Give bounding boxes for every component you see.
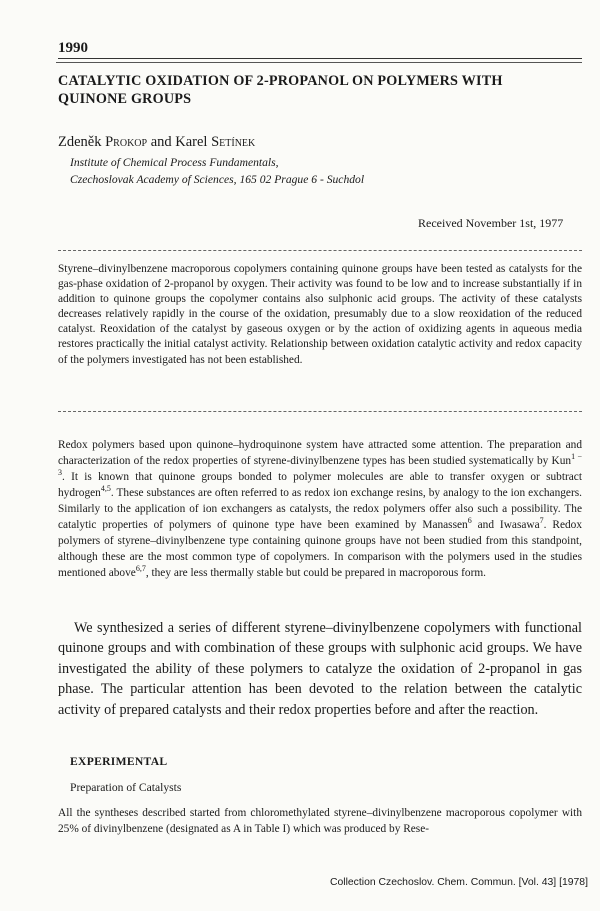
section-heading-experimental: EXPERIMENTAL xyxy=(70,755,168,768)
received-date: Received November 1st, 1977 xyxy=(418,216,564,230)
author-2-last: Setínek xyxy=(211,134,256,150)
experimental-paragraph: All the syntheses described started from chloromethylated styrene–divinylbenzene macroporous copolymer with 25% of divinylbenzene (designated as A in Table I) which was produced by Rese- xyxy=(58,807,582,835)
intro-text-5: . Redox polymers of styrene–divinylbenzene type containing quinone groups have not been studied from this standpoint, although these are the most common type of copolymers. In comparison with the polymers used in the studies mentioned above xyxy=(58,519,582,579)
header-rule-thin xyxy=(56,62,582,63)
intro-text-4: and Iwasawa xyxy=(471,519,540,531)
page-number: 1990 xyxy=(58,40,88,56)
intro-text-2: . It is known that quinone groups bonded to polymer molecules are able to transfer oxygen or subtract hydrogen xyxy=(58,471,582,499)
affiliation-line-1: Institute of Chemical Process Fundamentals, xyxy=(70,156,279,169)
ref-superscript: 4,5 xyxy=(100,484,111,493)
ref-superscript: 6 xyxy=(467,516,472,525)
abstract-rule-top xyxy=(58,250,582,251)
ref-superscript: 1 − 3 xyxy=(58,452,582,477)
affiliation xyxy=(70,154,364,188)
abstract: Styrene–divinylbenzene macroporous copolymers containing quinone groups have been tested as catalysts for the gas-phase oxidation of 2-propanol by oxygen. Their activity was found to be low and to increase substantially if in addition to quinone groups the copolymer contains also sulphonic acid groups. The activity of these catalysts decreases relatively rapidly in the course of the oxidation, presumably due to a slow reoxidation of the reduced catalyst. Reoxidation of the catalyst by gaseous oxygen or by the action of oxidizing agents in aqueous media restores practically the initial catalyst activity. Relationship between oxidation catalytic activity and redox capacity of the polymers investigated has not been established. xyxy=(58,263,582,366)
ref-superscript: 7 xyxy=(539,516,544,525)
authors xyxy=(58,134,255,151)
journal-footer: Collection Czechoslov. Chem. Commun. [Vol. 43] [1978] xyxy=(330,877,588,888)
abstract-rule-bottom xyxy=(58,411,582,412)
author-1-first: Zdeněk xyxy=(58,134,106,150)
subsection-heading-preparation: Preparation of Catalysts xyxy=(70,781,182,794)
header-rule xyxy=(58,58,582,59)
affiliation-line-2: Czechoslovak Academy of Sciences, 165 02 Prague 6 - Suchdol xyxy=(70,173,365,186)
intro-text-3: . These substances are often referred to as redox ion exchange resins, by analogy to the ion exchangers. Similarly to the application of ion exchangers as catalysts, the redox polymers offer also such a possibility. The catalytic properties of polymers of quinone type have been examined by Manassen xyxy=(58,487,582,531)
article-title: CATALYTIC OXIDATION OF 2-PROPANOL ON POLYMERS WITH QUINONE GROUPS xyxy=(58,73,503,107)
ref-superscript: 6,7 xyxy=(135,564,146,573)
aims-paragraph: We synthesized a series of different styrene–divinylbenzene copolymers with functional quinone groups and with combination of these groups with sulphonic acid groups. We have investigated the ability of these polymers to catalyze the oxidation of 2-propanol in gas phase. The particular attention has been devoted to the relation between the catalytic activity of prepared catalysts and their redox properties before and after the reaction. xyxy=(58,620,582,718)
intro-text-1: Redox polymers based upon quinone–hydroquinone system have attracted some attention. The preparation and characterization of the redox properties of styrene-divinylbenzene types has been studied systematically by Kun xyxy=(58,439,582,467)
author-1-last: Prokop xyxy=(105,134,148,150)
introduction-paragraph xyxy=(58,437,582,581)
author-conjunction: and Karel xyxy=(147,134,212,150)
intro-text-6: , they are less thermally stable but could be prepared in macroporous form. xyxy=(145,567,487,579)
